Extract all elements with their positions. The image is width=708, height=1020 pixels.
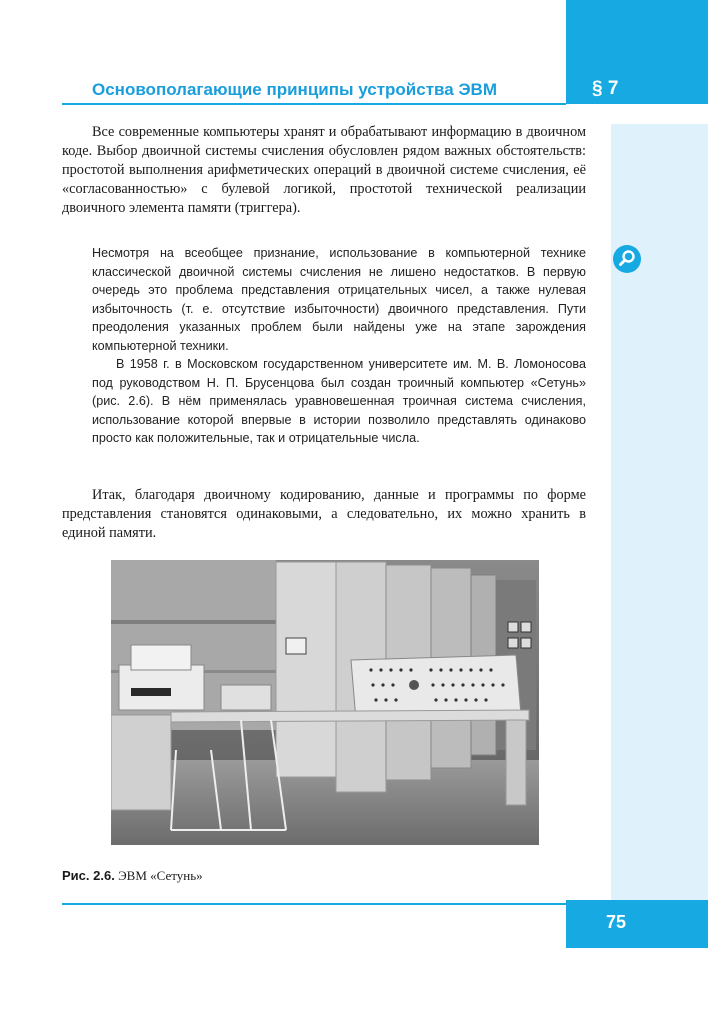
intro-block [62, 123, 586, 218]
figure-caption-text: ЭВМ «Сетунь» [118, 868, 203, 883]
section-tab-background [566, 0, 708, 104]
section-number: § 7 [592, 78, 619, 99]
note-paragraph-1: Несмотря на всеобщее признание, использование в компьютерной технике классической двоичной системы счисления не лишено недостатков. В первую очередь это проблема представления отрицательных чисел, а также нулевая избыточность (т. е. отсутствие избыточности) двоичного представления. Пути преодоления указанных проблем были найдены уже на этапе зарождения компьютерной техники. [92, 246, 586, 353]
setun-computer-photo [111, 560, 539, 845]
page-title: Основополагающие принципы устройства ЭВМ [92, 80, 497, 99]
note-paragraph-2: В 1958 г. в Московском государственном университете им. М. В. Ломоносова под руководством Н. П. Брусенцова был создан троичный компьютер «Сетунь» (рис. 2.6). В нём применялась уравновешенная троичная система счисления, использование которой впервые в истории позволило представлять одинаково просто как положительные, так и отрицательные числа. [92, 357, 586, 445]
footer-divider [62, 903, 566, 905]
magnifier-icon [613, 245, 641, 273]
conclusion-block [62, 486, 586, 543]
conclusion-paragraph: Итак, благодаря двоичному кодированию, данные и программы по форме представления становятся одинаковыми, а следовательно, их можно хранить в единой памяти. [62, 487, 586, 541]
title-divider [62, 103, 566, 105]
margin-strip [611, 124, 708, 901]
figure-caption [62, 868, 203, 884]
page-number: 75 [605, 912, 627, 932]
note-block [92, 244, 586, 448]
figure-label: Рис. 2.6. [62, 868, 115, 883]
intro-paragraph: Все современные компьютеры хранят и обрабатывают информацию в двоичном коде. Выбор двоичной системы счисления обусловлен рядом важных обстоятельств: простотой выполнения арифметических операций в двоичной системе счисления, её «согласованностью» с булевой логикой, простотой технической реализации двоичного элемента памяти (триггера). [62, 124, 586, 216]
